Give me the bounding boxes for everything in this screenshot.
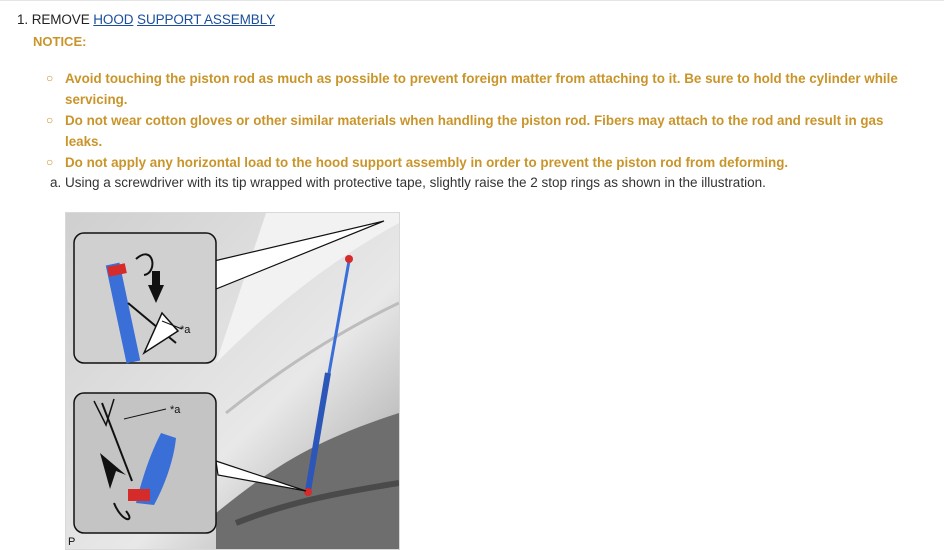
notice-label: NOTICE:	[33, 34, 87, 49]
callout-bottom: *a	[170, 404, 181, 416]
notice-text: Avoid touching the piston rod as much as possible to prevent foreign matter from attaching to it. Be sure to hold the cylinder while servicing.	[65, 71, 898, 107]
notice-item	[46, 68, 906, 110]
notice-text: Do not wear cotton gloves or other similar materials when handling the piston rod. Fibers may attach to the rod and result in gas leaks.	[65, 113, 884, 149]
substep-a: a. Using a screwdriver with its tip wrapped with protective tape, slightly raise the 2 stop rings as shown in the illustration.	[50, 175, 766, 190]
stop-ring-bottom	[304, 488, 312, 496]
top-divider	[0, 0, 944, 1]
inset-top-frame	[74, 233, 216, 363]
illustration-figure	[65, 212, 400, 550]
callout-top: *a	[180, 324, 191, 336]
step-title	[17, 12, 275, 27]
bullet-icon: ○	[46, 155, 54, 169]
bullet-icon: ○	[46, 113, 54, 127]
support-assembly-link[interactable]: SUPPORT ASSEMBLY	[137, 12, 276, 27]
step-prefix: 1. REMOVE	[17, 12, 94, 27]
hood-link[interactable]: HOOD	[93, 12, 134, 27]
stop-ring-top	[345, 255, 353, 263]
notice-item	[46, 110, 906, 152]
bullet-icon: ○	[46, 71, 54, 85]
figure-code: P	[68, 536, 76, 548]
notice-list	[46, 68, 906, 173]
notice-text: Do not apply any horizontal load to the hood support assembly in order to prevent the piston rod from deforming.	[65, 155, 789, 170]
illustration-svg	[66, 213, 399, 549]
inset-bottom	[74, 393, 216, 533]
notice-item	[46, 152, 906, 173]
inset-top	[74, 233, 216, 363]
inset-bottom-ring	[128, 489, 150, 501]
